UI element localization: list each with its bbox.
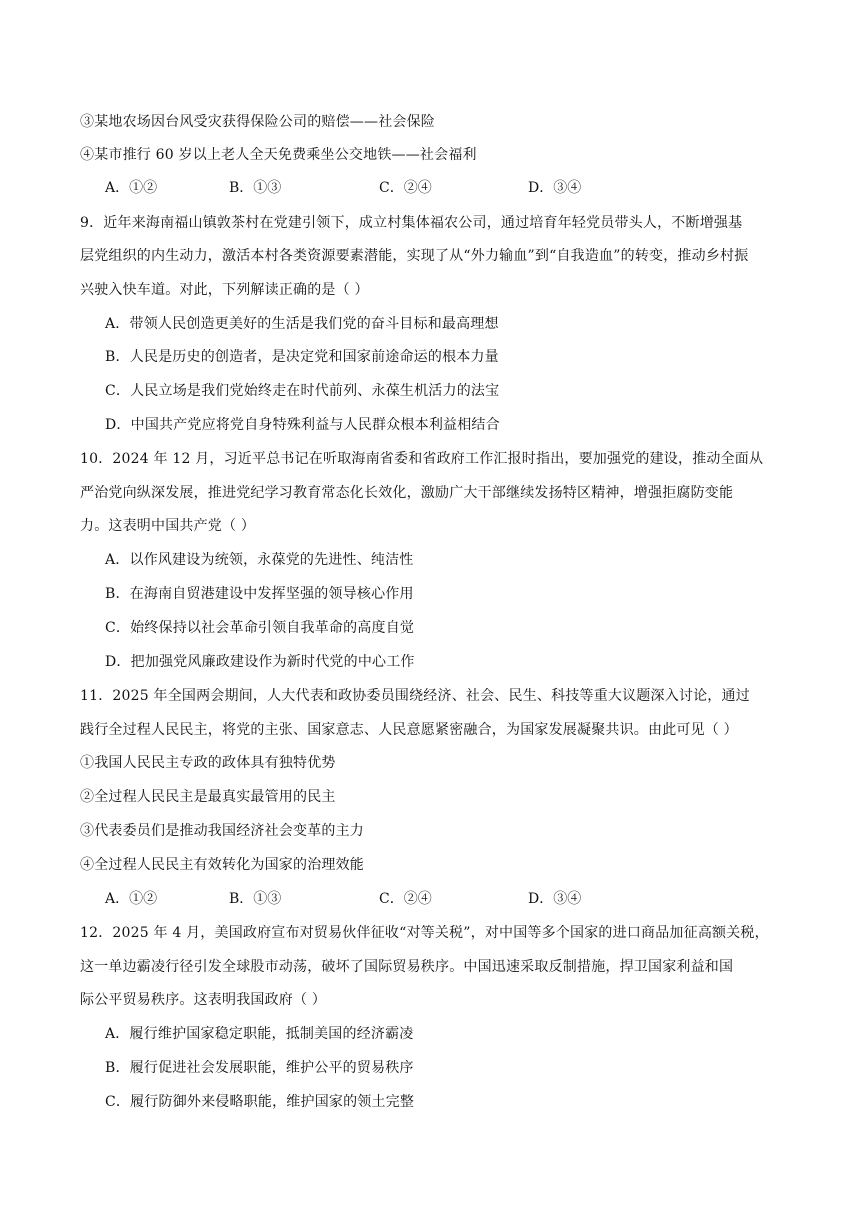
q10-option-c: C．始终保持以社会革命引领自我革命的高度自觉 bbox=[105, 620, 415, 636]
q12-option-a: A．履行维护国家稳定职能，抵制美国的经济霸凌 bbox=[105, 1026, 414, 1042]
q12-stem-line-3: 际公平贸易秩序。这表明我国政府（ ） bbox=[80, 992, 327, 1008]
q8-option-c: C．②④ bbox=[379, 180, 432, 196]
q12-option-c: C．履行防御外来侵略职能，维护国家的领土完整 bbox=[105, 1094, 415, 1110]
q11-option-d: D．③④ bbox=[528, 891, 582, 907]
q11-option-c: C．②④ bbox=[379, 891, 432, 907]
q11-item-4: ④全过程人民民主有效转化为国家的治理效能 bbox=[80, 857, 364, 873]
q11-stem-line-2: 践行全过程人民民主，将党的主张、国家意志、人民意愿紧密融合，为国家发展凝聚共识。由此可见（ ） bbox=[80, 722, 738, 738]
q11-item-3: ③代表委员们是推动我国经济社会变革的主力 bbox=[80, 823, 364, 839]
q9-option-c: C．人民立场是我们党始终走在时代前列、永葆生机活力的法宝 bbox=[105, 383, 500, 399]
q10-option-a: A．以作风建设为统领，永葆党的先进性、纯洁性 bbox=[105, 552, 414, 568]
q12-stem-line-1: 12．2025 年 4 月，美国政府宣布对贸易伙伴征收“对等关税”，对中国等多个国家的进口商品加征高额关税， bbox=[80, 925, 769, 941]
q12-option-b: B．履行促进社会发展职能，维护公平的贸易秩序 bbox=[105, 1060, 414, 1076]
q11-option-b: B．①③ bbox=[229, 891, 282, 907]
q11-option-a: A．①② bbox=[105, 891, 158, 907]
q8-item-3: ③某地农场因台风受灾获得保险公司的赔偿——社会保险 bbox=[80, 114, 435, 130]
q10-stem-line-3: 力。这表明中国共产党（ ） bbox=[80, 518, 256, 534]
q8-option-a: A．①② bbox=[105, 180, 158, 196]
q9-option-b: B．人民是历史的创造者，是决定党和国家前途命运的根本力量 bbox=[105, 349, 499, 365]
q11-item-1: ①我国人民民主专政的政体具有独特优势 bbox=[80, 755, 336, 771]
q10-stem-line-2: 严治党向纵深发展，推进党纪学习教育常态化长效化，激励广大干部继续发扬特区精神，增强拒腐防变能 bbox=[80, 485, 734, 501]
q9-option-a: A．带领人民创造更美好的生活是我们党的奋斗目标和最高理想 bbox=[105, 316, 499, 332]
q8-option-b: B．①③ bbox=[229, 180, 282, 196]
q8-option-d: D．③④ bbox=[528, 180, 582, 196]
q9-stem-line-3: 兴驶入快车道。对此，下列解读正确的是（ ） bbox=[80, 282, 369, 298]
q9-stem-line-2: 层党组织的内生动力，激活本村各类资源要素潜能，实现了从“外力输血”到“自我造血”的转变，推动乡村振 bbox=[80, 248, 749, 264]
q9-stem-line-1: 9．近年来海南福山镇敦茶村在党建引领下，成立村集体福农公司，通过培育年轻党员带头人，不断增强基 bbox=[80, 215, 743, 231]
q9-option-d: D．中国共产党应将党自身特殊利益与人民群众根本利益相结合 bbox=[105, 417, 500, 433]
q11-item-2: ②全过程人民民主是最真实最管用的民主 bbox=[80, 789, 336, 805]
q10-option-d: D．把加强党风廉政建设作为新时代党的中心工作 bbox=[105, 654, 415, 670]
q8-item-4: ④某市推行 60 岁以上老人全天免费乘坐公交地铁——社会福利 bbox=[80, 147, 477, 163]
q10-option-b: B．在海南自贸港建设中发挥坚强的领导核心作用 bbox=[105, 586, 414, 602]
q11-stem-line-1: 11．2025 年全国两会期间，人大代表和政协委员围绕经济、社会、民生、科技等重大议题深入讨论，通过 bbox=[80, 688, 750, 704]
q12-stem-line-2: 这一单边霸凌行径引发全球股市动荡，破坏了国际贸易秩序。中国迅速采取反制措施，捍卫国家利益和国 bbox=[80, 959, 734, 975]
q10-stem-line-1: 10．2024 年 12 月，习近平总书记在听取海南省委和省政府工作汇报时指出，要加强党的建设，推动全面从 bbox=[80, 451, 764, 467]
